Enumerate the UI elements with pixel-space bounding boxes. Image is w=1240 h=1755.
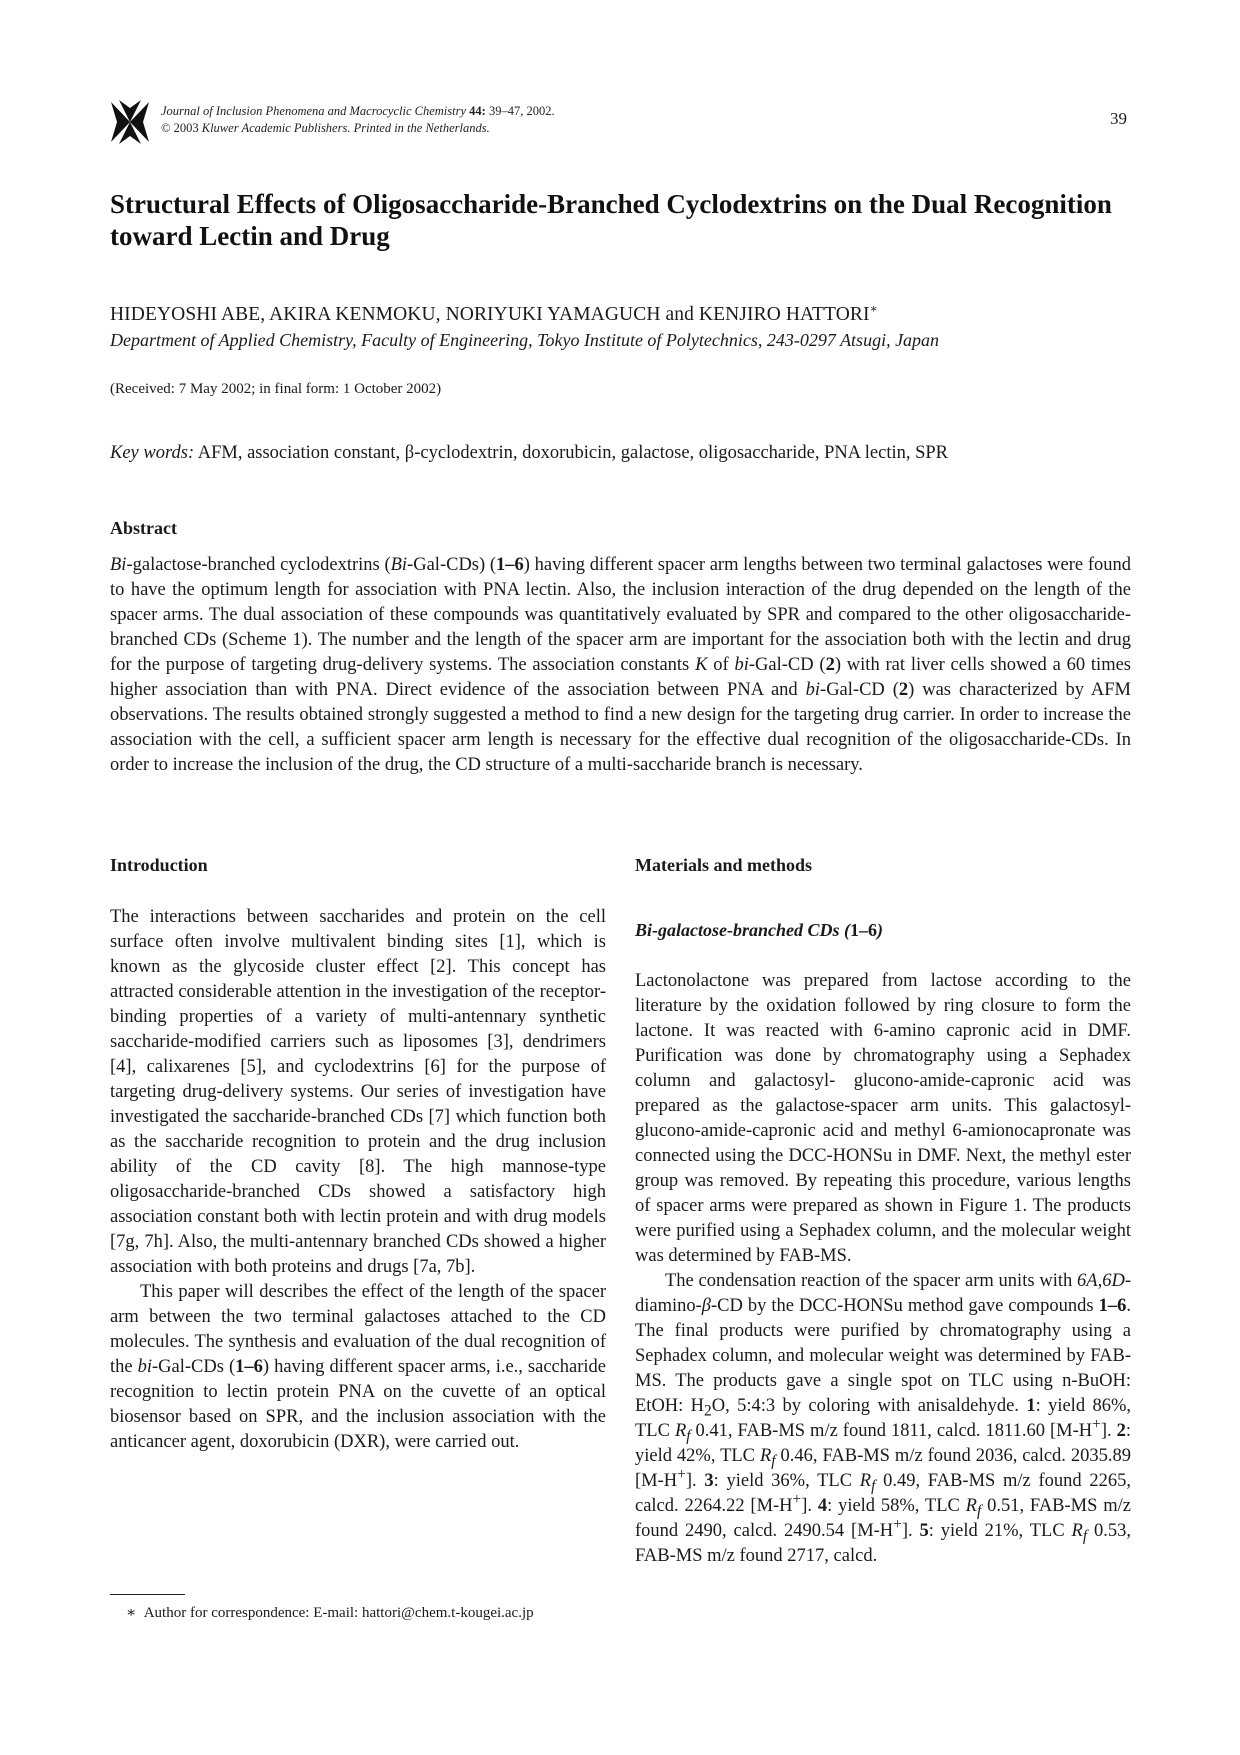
mm-span: 0.46, FAB-MS m/z found 2036, calcd. 2035.89 [M-H [635,1446,1131,1491]
copyright-line [161,120,555,137]
keywords-label: Key words: [110,443,195,463]
rf-symbol: R [1071,1521,1083,1541]
mm-span: 0.53, FAB-MS m/z found 2717, calcd. [635,1521,1131,1566]
materials-paragraph-1: Lactonolactone was prepared from lactose according to the literature by the oxidation followed by ring closure to form the lactone. It was reacted with 6-amino capronic acid in DMF. Purification was done by chromatography using a Sephadex column and galactosyl- glucono-amide-capronic acid was prepared as the galactose-spacer arm units. This galactosyl- glucono-amide-capronic acid and methyl 6-amionocapronate was connected using the DCC-HONSu in DMF. Next, the methyl ester group was removed. By repeating this procedure, various lengths of spacer arms were prepared as shown in Figure 1. The products were purified using a Sephadex column, and the molecular weight was determined by FAB-MS. [635,971,1131,1266]
compound-ref: 2 [1116,1421,1126,1441]
mm-span: ]. [801,1496,818,1516]
compound-ref: 1–6 [235,1357,263,1377]
mm-span: : yield 86%, TLC [635,1396,1131,1441]
copyright-year: 2003 [173,121,199,135]
mm-span: : yield 21%, TLC [928,1521,1072,1541]
introduction-column [110,905,606,1455]
introduction-paragraph-1: The interactions between saccharides and protein on the cell surface often involve multivalent binding sites [1], which is known as the glycoside cluster effect [2]. This concept has attracted considerable attention in the investigation of the receptor-binding properties of a variety of multi-antennary synthetic saccharide-modified carriers such as liposomes [3], dendrimers [4], calixarenes [5], and cyclodextrins [6] for the purpose of targeting drug-delivery systems. Our series of investigation have investigated the saccharide-branched CDs [7] which function both as the saccharide recognition to protein and the drug inclusion ability of the CD cavity [8]. The high mannose-type oligosaccharide-branched CDs showed a satisfactory high association constant both with lectin protein and with drug models [7g, 7h]. Also, the multi-antennary branched CDs showed a higher association with both proteins and drugs [7a, 7b]. [110,907,606,1277]
mm-span: : yield 36%, TLC [713,1471,860,1491]
keywords-line [110,443,948,464]
mm-span: β [701,1296,712,1316]
abstract-heading: Abstract [110,518,177,538]
abstract-text [110,553,1131,778]
abstract-span: bi [734,655,749,675]
superscript: + [1092,1415,1101,1433]
journal-pages: 39–47, 2002. [488,104,555,118]
mm-span: : yield 42%, TLC [635,1421,1131,1466]
page-number: 39 [1110,109,1127,128]
superscript: + [792,1490,802,1508]
mm-span: -CD by the DCC-HONSu method gave compounds [711,1296,1099,1316]
mm-span: ]. [1100,1421,1117,1441]
author-list [110,301,878,326]
abstract-span: -galactose-branched cyclodextrins ( [126,555,391,575]
abstract-span: -Gal-CD ( [820,680,899,700]
mm-span: The condensation reaction of the spacer arm units with [665,1271,1078,1291]
abstract-span: ) having different spacer arm lengths between two terminal galactoses were found to have the optimum length for association with PNA lectin. Also, the inclusion interaction of the drug depended on the length of the spacer arms. The dual association of these compounds was quantitatively evaluated by SPR and compared to the other oligosaccharide-branched CDs (Scheme 1). The number and the length of the spacer arm are important for the association both with the lectin and drug for the purpose of targeting drug-delivery systems. The association constants [110,555,1131,675]
abstract-span: Bi [390,555,408,575]
abstract-span: -Gal-CD ( [748,655,826,675]
materials-column [635,969,1131,1569]
compound-ref: 2 [898,680,909,700]
compound-ref: 5 [919,1521,929,1541]
compound-ref: 1–6 [850,920,877,940]
superscript: + [677,1465,686,1483]
abstract-span: -Gal-CDs) ( [407,555,497,575]
compound-ref: 1–6 [1098,1296,1127,1316]
introduction-heading: Introduction [110,855,208,875]
rf-symbol: R [759,1446,772,1466]
journal-name: Journal of Inclusion Phenomena and Macrocyclic Chemistry [161,104,467,118]
author-affiliation: Department of Applied Chemistry, Faculty of Engineering, Tokyo Institute of Polytechnics, 243-0297 Atsugi, Japan [110,330,940,350]
materials-paragraph-2 [635,1269,1131,1569]
abstract-span: bi [805,680,821,700]
intro-span: ) having different spacer arms, i.e., saccharide recognition to lectin protein PNA on the cuvette of an optical biosensor based on SPR, and the inclusion association with the anticancer agent, doxorubicin (DXR), were carried out. [110,1357,606,1452]
rf-symbol: R [859,1471,872,1491]
abstract-span: Bi [110,555,127,575]
compound-ref: 1 [1026,1396,1036,1416]
rf-symbol: R [965,1496,977,1516]
rf-subscript: f [871,1477,876,1495]
mm-span: ]. [685,1471,705,1491]
journal-info [161,103,555,137]
copyright-symbol: © [161,121,171,135]
mm-span: -diamino- [635,1271,1131,1316]
abstract-span: ) was characterized by AFM observations. The results obtained strongly suggested a method to find a new design for the targeting drug carrier. In order to increase the association with the cell, a sufficient spacer arm length is necessary for the effective dual recognition of the oligosaccharide-CDs. In order to increase the inclusion of the drug, the CD structure of a multi-saccharide branch is necessary. [110,680,1131,775]
mm-span: O, 5:4:3 by coloring with anisaldehyde. [711,1396,1027,1416]
mm-span: ]. [901,1521,920,1541]
printed-location: Printed in the Netherlands. [353,121,490,135]
superscript: + [893,1515,902,1533]
journal-citation-line [161,103,555,120]
abstract-span: of [707,655,735,675]
rf-subscript: f [771,1452,776,1470]
compound-ref: 1–6 [496,555,524,575]
intro-span: bi [137,1357,153,1377]
abstract-span: K [695,655,708,675]
mm-span: 0.49, FAB-MS m/z found 2265, calcd. 2264.22 [M-H [635,1471,1131,1516]
mm-span: . The final products were purified by chromatography using a Sephadex column, and molecular weight was determined by FAB-MS. The products gave a single spot on TLC using n-BuOH: EtOH: H [635,1296,1131,1416]
mm-span: 0.41, FAB-MS m/z found 1811, calcd. 1811.60 [M-H [690,1421,1093,1441]
mm-span: 6A,6D [1077,1271,1125,1291]
rf-symbol: R [674,1421,687,1441]
journal-volume: 44: [469,104,486,118]
kluwer-logo-icon [111,100,149,144]
keywords-list: AFM, association constant, β-cyclodextrin, doxorubicin, galactose, oligosaccharide, PNA lectin, SPR [197,443,949,463]
intro-span: This paper will describes the effect of the length of the spacer arm between the two terminal galactoses attached to the CD molecules. The synthesis and evaluation of the dual recognition of the [110,1282,606,1377]
subsection-close: ) [877,920,883,940]
materials-methods-heading: Materials and methods [635,855,812,875]
mm-span: : yield 58%, TLC [827,1496,966,1516]
corresponding-author-mark: ∗ [869,301,878,316]
footnote-rule [110,1594,185,1595]
subsection-heading [635,920,883,941]
author-names: HIDEYOSHI ABE, AKIRA KENMOKU, NORIYUKI YAMAGUCH and KENJIRO HATTORI [110,304,870,325]
article-title: Structural Effects of Oligosaccharide-Branched Cyclodextrins on the Dual Recognition toward Lectin and Drug [110,189,1112,251]
publisher-name: Kluwer Academic Publishers. [201,121,351,135]
compound-ref: 2 [825,655,835,675]
rf-subscript: f [686,1427,691,1445]
mm-span: 0.51, FAB-MS m/z found 2490, calcd. 2490.54 [M-H [635,1496,1131,1541]
rf-subscript: f [976,1502,982,1520]
footnote-text: Author for correspondence: E-mail: hattori@chem.t-kougei.ac.jp [143,1605,534,1621]
intro-span: -Gal-CDs ( [152,1357,236,1377]
abstract-span: ) with rat liver cells showed a 60 times higher association than with PNA. Direct evidence of the association between PNA and [110,655,1131,700]
footnote-mark: ∗ [126,1605,137,1621]
compound-ref: 4 [817,1496,828,1516]
subscript: 2 [704,1402,712,1420]
footnote [126,1603,534,1622]
compound-ref: 3 [704,1471,714,1491]
introduction-paragraph-2 [110,1280,606,1455]
subsection-title: Bi-galactose-branched CDs ( [635,920,850,940]
rf-subscript: f [1082,1527,1088,1545]
received-dates: (Received: 7 May 2002; in final form: 1 October 2002) [110,381,442,397]
